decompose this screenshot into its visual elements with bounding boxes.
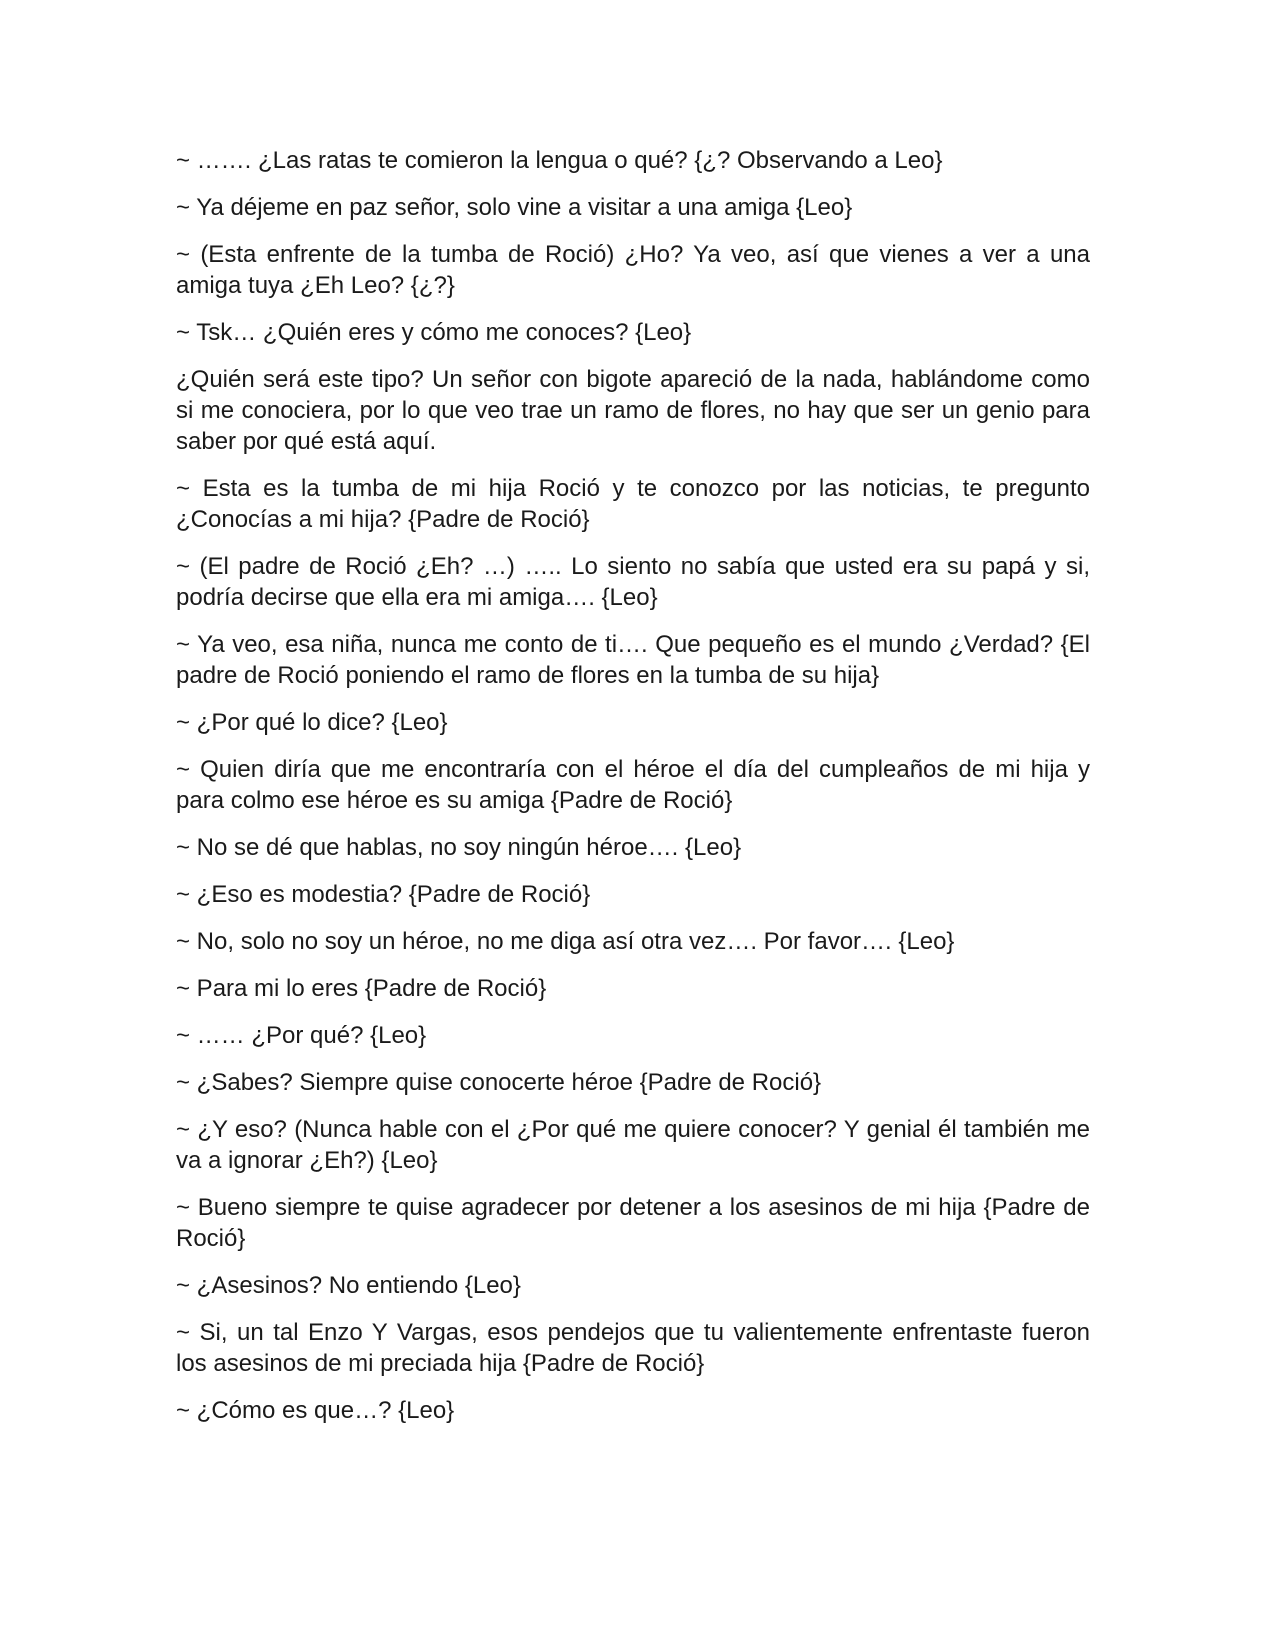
- paragraph: ~ Bueno siempre te quise agradecer por detener a los asesinos de mi hija {Padre de Roció}: [176, 1194, 1090, 1252]
- paragraph: ~ ¿Por qué lo dice? {Leo}: [176, 709, 448, 736]
- paragraph: ~ ¿Y eso? (Nunca hable con el ¿Por qué me quiere conocer? Y genial él también me va a ignorar ¿Eh?) {Leo}: [176, 1116, 1090, 1174]
- paragraph: ~ Quien diría que me encontraría con el héroe el día del cumpleaños de mi hija y para colmo ese héroe es su amiga {Padre de Roció}: [176, 756, 1090, 814]
- paragraph: ~ …… ¿Por qué? {Leo}: [176, 1022, 427, 1049]
- document-body: [176, 145, 1090, 1442]
- paragraph: ~ Para mi lo eres {Padre de Roció}: [176, 975, 547, 1002]
- paragraph: ~ ¿Asesinos? No entiendo {Leo}: [176, 1272, 521, 1299]
- paragraph: ~ ……. ¿Las ratas te comieron la lengua o qué? {¿? Observando a Leo}: [176, 147, 943, 174]
- paragraph: ~ Tsk… ¿Quién eres y cómo me conoces? {Leo}: [176, 319, 692, 346]
- paragraph: ~ No se dé que hablas, no soy ningún héroe…. {Leo}: [176, 834, 742, 861]
- paragraph: ~ (Esta enfrente de la tumba de Roció) ¿Ho? Ya veo, así que vienes a ver a una amiga tuya ¿Eh Leo? {¿?}: [176, 241, 1090, 299]
- paragraph: ~ ¿Cómo es que…? {Leo}: [176, 1397, 455, 1424]
- paragraph: ~ No, solo no soy un héroe, no me diga así otra vez…. Por favor…. {Leo}: [176, 928, 955, 955]
- paragraph: ~ Ya veo, esa niña, nunca me conto de ti…. Que pequeño es el mundo ¿Verdad? {El padre de Roció poniendo el ramo de flores en la tumba de su hija}: [176, 631, 1090, 689]
- paragraph: ~ (El padre de Roció ¿Eh? …) ….. Lo siento no sabía que usted era su papá y si, podría decirse que ella era mi amiga…. {Leo}: [176, 553, 1090, 611]
- paragraph: ~ ¿Eso es modestia? {Padre de Roció}: [176, 881, 591, 908]
- paragraph: ~ Esta es la tumba de mi hija Roció y te conozco por las noticias, te pregunto ¿Conocías a mi hija? {Padre de Roció}: [176, 475, 1090, 533]
- paragraph: ~ Ya déjeme en paz señor, solo vine a visitar a una amiga {Leo}: [176, 194, 853, 221]
- narration-paragraph: ¿Quién será este tipo? Un señor con bigote apareció de la nada, hablándome como si me conociera, por lo que veo trae un ramo de flores, no hay que ser un genio para saber por qué está aquí.: [176, 366, 1090, 455]
- paragraph: ~ ¿Sabes? Siempre quise conocerte héroe {Padre de Roció}: [176, 1069, 822, 1096]
- paragraph: ~ Si, un tal Enzo Y Vargas, esos pendejos que tu valientemente enfrentaste fueron los asesinos de mi preciada hija {Padre de Roció}: [176, 1319, 1090, 1377]
